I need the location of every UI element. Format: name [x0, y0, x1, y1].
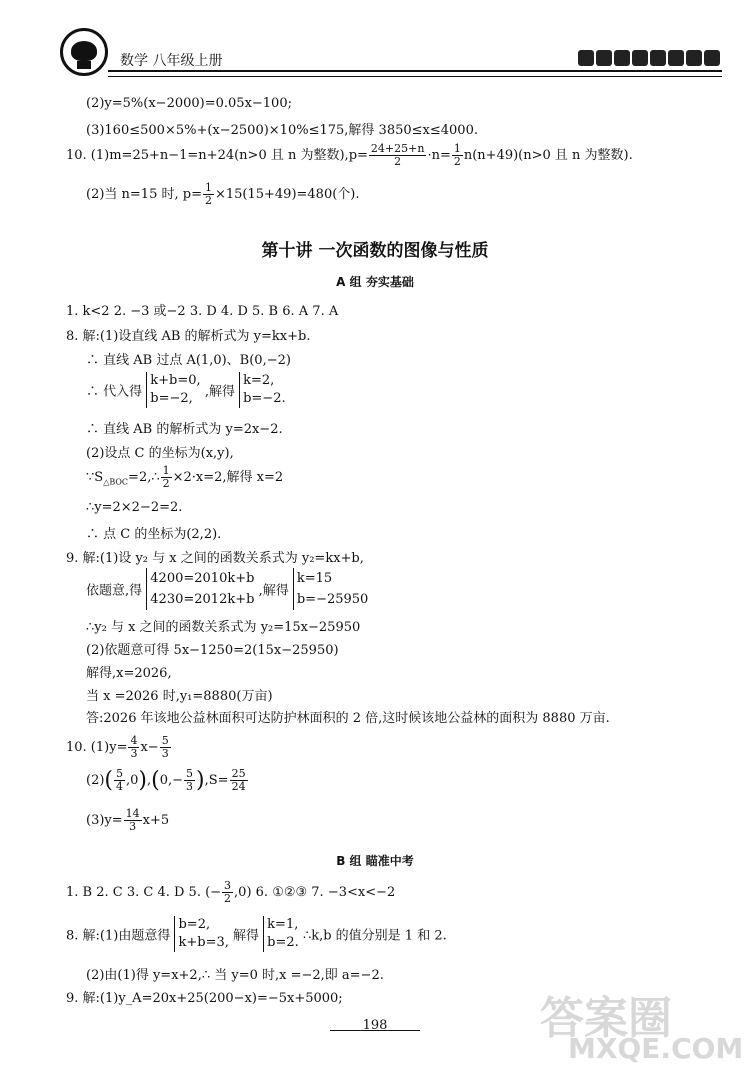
answer-line: 解得,x=2026,	[86, 666, 172, 681]
watermark: 答案圈	[540, 993, 672, 1044]
page-number: 198	[362, 1018, 388, 1033]
answer-line-10: 10. (1)y= $\frac{4}{3}$ x− $\frac{5}{3}$	[66, 734, 169, 760]
header-rule	[108, 70, 722, 77]
footer-ornament	[330, 1030, 420, 1033]
answer-line: 9. 解:(1)设 y₂ 与 x 之间的函数关系式为 y₂=kx+b,	[66, 551, 364, 566]
answer-line: ∴ 点 C 的坐标为(2,2).	[86, 527, 222, 542]
answer-line: $\because S_{\triangle BOC}=2,\therefore$ $\frac{1}{2}$ ×2·x=2,解得 x=2	[86, 464, 284, 490]
watermark-url: MXQE.COM	[568, 1032, 744, 1065]
answer-line: (2)设点 C 的坐标为(x,y),	[86, 446, 234, 461]
answer-line: (2)( $\frac{5}{4}$ ,0),(0,− $\frac{5}{3}$ ),S= $\frac{25}{24}$	[86, 767, 246, 793]
answer-line: 1. k<2 2. −3 或−2 3. D 4. D 5. B 6. A 7. A	[66, 304, 339, 319]
fraction: $\frac{1}{2}$	[204, 181, 212, 207]
book-logo-icon	[60, 28, 108, 76]
fraction: $\frac{5}{3}$	[161, 734, 169, 760]
equation-system: k+b=0, b=−2,	[146, 372, 200, 408]
answer-line: (2)依题意可得 5x−1250=2(15x−25950)	[86, 643, 339, 658]
equation-system: k=1, b=2.	[263, 916, 299, 952]
answer-line: 答:2026 年该地公益林面积可达防护林面积的 2 倍,这时候该地公益林的面积为 8880 万亩.	[86, 711, 610, 726]
answer-line: (2)由(1)得 y=x+2,∴ 当 y=0 时,x =−2,即 a=−2.	[86, 968, 384, 983]
answer-line-system: 依题意,得 4200=2010k+b 4230=2012k+b ,解得 k=15 b=−25950	[86, 568, 368, 610]
answer-line: 1. B 2. C 3. C 4. D 5. (− $\frac{3}{2}$ ,0) 6. ①②③ 7. −3<x<−2	[66, 879, 396, 905]
answer-line: (3)160≤500×5%+(x−2500)×10%≤175,解得 3850≤x≤4000.	[86, 123, 478, 138]
fraction: $\frac{1}{2}$	[162, 464, 170, 490]
answer-line-system: 8. 解:(1)由题意得 b=2, k+b=3, 解得 k=1, b=2. ∴k,b 的值分别是 1 和 2.	[66, 917, 447, 950]
answer-line: ∴y=2×2−2=2.	[86, 500, 183, 515]
page-header	[0, 0, 750, 80]
equation-system: b=2, k+b=3,	[174, 916, 228, 952]
group-a-heading: A 组 夯实基础	[336, 275, 414, 289]
answer-line: (2)y=5%(x−2000)=0.05x−100;	[86, 96, 292, 111]
header-title: 数学 八年级上册	[120, 53, 223, 69]
answer-line: 9. 解:(1)y_A=20x+25(200−x)=−5x+5000;	[66, 991, 343, 1006]
answer-line: ∴y₂ 与 x 之间的函数关系式为 y₂=15x−25950	[86, 620, 361, 635]
equation-system: 4200=2010k+b 4230=2012k+b	[146, 568, 254, 610]
answer-line: (2)当 n=15 时, p= $\frac{1}{2}$ ×15(15+49)=480(个).	[86, 181, 360, 207]
answer-line: ∴ 直线 AB 的解析式为 y=2x−2.	[86, 422, 283, 437]
equation-system: k=2, b=−2.	[239, 372, 286, 408]
lecture-title: 第十讲 一次函数的图像与性质	[261, 241, 489, 261]
fraction: $\frac{4}{3}$	[130, 734, 138, 760]
answer-line: ∴ 直线 AB 过点 A(1,0)、B(0,−2)	[86, 353, 291, 368]
answer-line: (3)y= $\frac{14}{3}$ x+5	[86, 807, 170, 833]
answer-line: 8. 解:(1)设直线 AB 的解析式为 y=kx+b.	[66, 329, 311, 344]
group-b-heading: B 组 瞄准中考	[336, 854, 414, 868]
fraction: $\frac{14}{3}$	[125, 807, 140, 833]
fraction: $\frac{24+25+n}{2}$	[370, 142, 425, 168]
answer-line-10: 10. (1)m=25+n−1=n+24(n>0 且 n 为整数),p= $\frac{24+25+n}{2}$ ·n= $\frac{1}{2}$ n(n+49)(n>0 且 n 为整数).	[66, 142, 633, 168]
header-decoration	[578, 50, 720, 66]
answer-line-system: ∴ 代入得 k+b=0, b=−2, ,解得 k=2, b=−2.	[86, 373, 286, 406]
fraction: $\frac{5}{3}$	[186, 767, 194, 793]
fraction: $\frac{5}{4}$	[116, 767, 124, 793]
fraction: $\frac{25}{24}$	[231, 767, 246, 793]
fraction: $\frac{1}{2}$	[453, 142, 461, 168]
fraction: $\frac{3}{2}$	[224, 879, 232, 905]
equation-system: k=15 b=−25950	[293, 568, 368, 610]
answer-line: 当 x =2026 时,y₁=8880(万亩)	[86, 689, 273, 704]
